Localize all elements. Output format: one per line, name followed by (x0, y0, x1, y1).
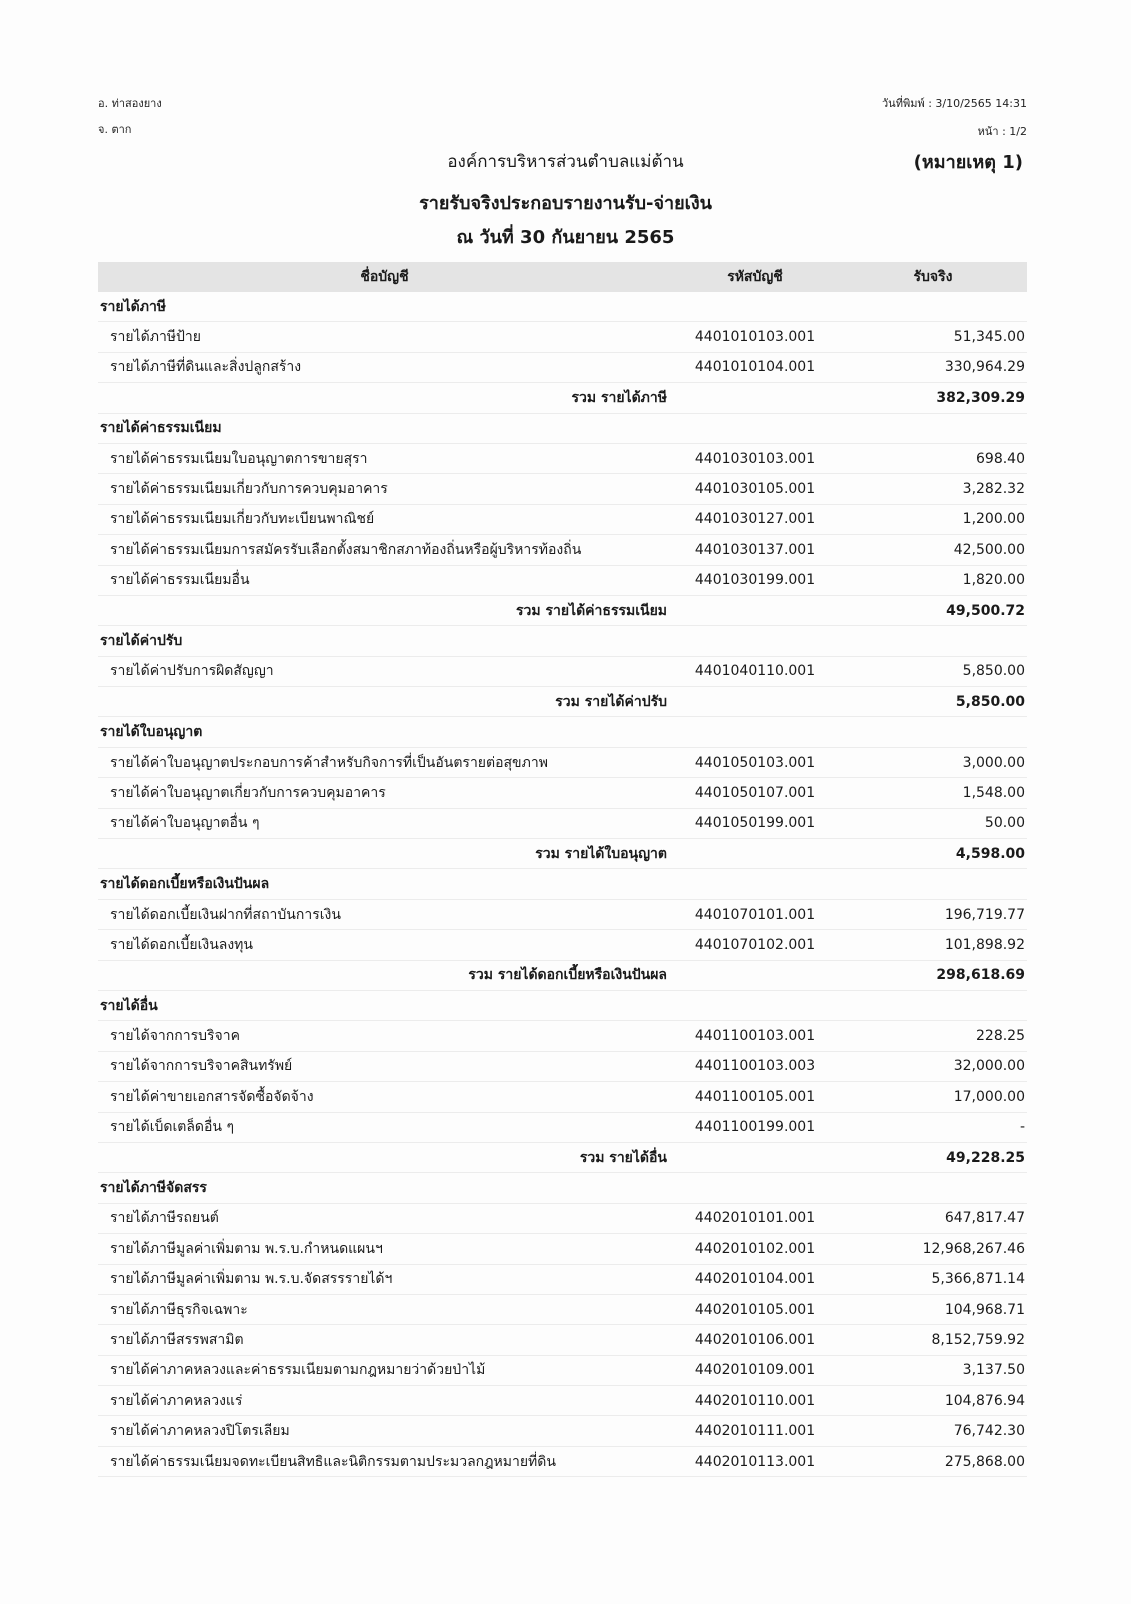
column-header-account-code: รหัสบัญชี (727, 269, 783, 285)
table-row (98, 900, 1027, 930)
account-name-cell: รวม รายได้ค่าธรรมเนียม (515, 602, 667, 619)
account-name-cell: รายได้ค่าธรรมเนียมการสมัครรับเลือกตั้งสมาชิกสภาท้องถิ่นหรือผู้บริหารท้องถิ่น (110, 541, 582, 558)
account-code-cell: 4402010104.001 (694, 1271, 816, 1288)
amount-cell: 1,548.00 (962, 784, 1025, 801)
account-name-cell: รายได้ภาษีมูลค่าเพิ่มตาม พ.ร.บ.จัดสรรรายได้ฯ (110, 1271, 393, 1288)
group-header-row (98, 292, 1027, 322)
amount-cell: 1,820.00 (962, 572, 1025, 589)
account-name-cell: รายได้ค่าขายเอกสารจัดซื้อจัดจ้าง (110, 1088, 314, 1105)
account-name-cell: รายได้อื่น (100, 997, 158, 1014)
group-header-row (98, 869, 1027, 899)
district-label: อ. ท่าสองยาง (98, 97, 162, 110)
subtotal-row (98, 383, 1027, 413)
amount-cell: 1,200.00 (962, 511, 1025, 528)
account-code-cell: 4401010104.001 (694, 359, 816, 376)
account-name-cell: รายได้ดอกเบี้ยเงินลงทุน (110, 936, 253, 953)
amount-cell: 3,282.32 (962, 481, 1025, 498)
account-name-cell: รายได้ภาษีจัดสรร (100, 1180, 207, 1197)
amount-cell: - (1019, 1119, 1025, 1136)
account-name-cell: รายได้ค่าธรรมเนียมเกี่ยวกับทะเบียนพาณิชย์ (110, 511, 375, 528)
table-body (98, 292, 1027, 1477)
amount-cell: 104,968.71 (944, 1301, 1025, 1318)
revenue-table (98, 262, 1027, 1477)
account-code-cell: 4402010102.001 (694, 1240, 816, 1257)
account-code-cell: 4402010110.001 (694, 1392, 816, 1409)
amount-cell: 330,964.29 (944, 359, 1025, 376)
table-row (98, 322, 1027, 352)
account-code-cell: 4401030199.001 (694, 572, 816, 589)
amount-cell: 698.40 (976, 450, 1025, 467)
table-row (98, 474, 1027, 504)
account-name-cell: รายได้ค่าใบอนุญาตประกอบการค้าสำหรับกิจการที่เป็นอันตรายต่อสุขภาพ (110, 754, 548, 771)
subtotal-row (98, 839, 1027, 869)
account-name-cell: รายได้ค่าใบอนุญาตเกี่ยวกับการควบคุมอาคาร (110, 784, 386, 801)
account-code-cell: 4401070102.001 (694, 936, 816, 953)
account-name-cell: รายได้เบ็ดเตล็ดอื่น ๆ (110, 1119, 234, 1136)
amount-cell: 196,719.77 (944, 906, 1025, 923)
account-code-cell: 4401070101.001 (694, 906, 816, 923)
amount-cell: 50.00 (984, 815, 1025, 832)
amount-cell: 42,500.00 (953, 541, 1025, 558)
account-name-cell: รายได้ค่าภาคหลวงแร่ (110, 1392, 243, 1409)
amount-cell: 104,876.94 (944, 1392, 1025, 1409)
province-label: จ. ตาก (98, 123, 132, 136)
table-row (98, 1234, 1027, 1264)
amount-cell: 298,618.69 (936, 967, 1025, 984)
account-name-cell: รายได้ภาษี (100, 298, 167, 315)
group-header-row (98, 414, 1027, 444)
amount-cell: 101,898.92 (944, 936, 1025, 953)
table-row (98, 566, 1027, 596)
report-title: รายรับจริงประกอบรายงานรับ-จ่ายเงิน (419, 193, 712, 214)
table-row (98, 353, 1027, 383)
group-header-row (98, 1173, 1027, 1203)
amount-cell: 3,137.50 (962, 1362, 1025, 1379)
group-header-row (98, 717, 1027, 747)
account-name-cell: รายได้ภาษีป้าย (110, 329, 201, 346)
account-code-cell: 4401010103.001 (694, 329, 816, 346)
table-row (98, 1265, 1027, 1295)
account-code-cell: 4402010101.001 (694, 1210, 816, 1227)
account-name-cell: รายได้ดอกเบี้ยหรือเงินปันผล (100, 876, 270, 893)
account-name-cell: รายได้ค่าธรรมเนียมใบอนุญาตการขายสุรา (110, 450, 368, 467)
account-code-cell: 4401100103.001 (694, 1028, 816, 1045)
table-row (98, 1447, 1027, 1477)
subtotal-row (98, 961, 1027, 991)
account-name-cell: รวม รายได้ภาษี (571, 389, 667, 406)
account-code-cell: 4401030137.001 (694, 541, 816, 558)
account-code-cell: 4402010106.001 (694, 1331, 816, 1348)
amount-cell: 49,500.72 (946, 602, 1025, 619)
account-name-cell: รายได้จากการบริจาค (110, 1028, 240, 1045)
account-name-cell: รายได้ค่าใบอนุญาตอื่น ๆ (110, 815, 260, 832)
account-code-cell: 4402010111.001 (694, 1423, 816, 1440)
table-row (98, 1386, 1027, 1416)
subtotal-row (98, 1143, 1027, 1173)
table-row (98, 1356, 1027, 1386)
account-code-cell: 4401100199.001 (694, 1119, 816, 1136)
amount-cell: 3,000.00 (962, 754, 1025, 771)
account-code-cell: 4401030105.001 (694, 481, 816, 498)
amount-cell: 5,850.00 (962, 663, 1025, 680)
amount-cell: 5,850.00 (955, 693, 1025, 710)
account-name-cell: รายได้ภาษีธุรกิจเฉพาะ (110, 1301, 248, 1318)
account-code-cell: 4402010109.001 (694, 1362, 816, 1379)
group-header-row (98, 991, 1027, 1021)
account-name-cell: รายได้ภาษีที่ดินและสิ่งปลูกสร้าง (110, 359, 302, 376)
account-name-cell: รายได้ค่าภาคหลวงและค่าธรรมเนียมตามกฎหมายว่าด้วยป่าไม้ (110, 1362, 486, 1379)
amount-cell: 32,000.00 (953, 1058, 1025, 1075)
table-row (98, 930, 1027, 960)
column-header-actual-received: รับจริง (913, 269, 953, 285)
table-row (98, 809, 1027, 839)
print-date: วันที่พิมพ์ : 3/10/2565 14:31 (882, 97, 1027, 110)
account-name-cell: รายได้จากการบริจาคสินทรัพย์ (110, 1058, 293, 1075)
table-row (98, 748, 1027, 778)
organization-name: องค์การบริหารส่วนตำบลแม่ต้าน (447, 152, 684, 172)
account-code-cell: 4401030103.001 (694, 450, 816, 467)
table-row (98, 1416, 1027, 1446)
table-row (98, 1082, 1027, 1112)
note-label: (หมายเหตุ 1) (913, 152, 1023, 173)
account-code-cell: 4401050103.001 (694, 754, 816, 771)
amount-cell: 275,868.00 (944, 1453, 1025, 1470)
report-date: ณ วันที่ 30 กันยายน 2565 (456, 227, 675, 248)
amount-cell: 17,000.00 (953, 1088, 1025, 1105)
table-row (98, 1295, 1027, 1325)
account-code-cell: 4401050199.001 (694, 815, 816, 832)
amount-cell: 5,366,871.14 (931, 1271, 1025, 1288)
account-code-cell: 4402010105.001 (694, 1301, 816, 1318)
page-number: หน้า : 1/2 (977, 125, 1027, 138)
account-name-cell: รายได้ค่าธรรมเนียมเกี่ยวกับการควบคุมอาคาร (110, 481, 388, 498)
table-row (98, 1325, 1027, 1355)
account-code-cell: 4401100103.003 (694, 1058, 816, 1075)
subtotal-row (98, 596, 1027, 626)
account-code-cell: 4402010113.001 (694, 1453, 816, 1470)
amount-cell: 4,598.00 (955, 845, 1025, 862)
table-row (98, 444, 1027, 474)
column-header-account-name: ชื่อบัญชี (360, 269, 409, 285)
table-row (98, 505, 1027, 535)
amount-cell: 382,309.29 (936, 389, 1025, 406)
table-header (98, 262, 1027, 292)
amount-cell: 228.25 (976, 1028, 1025, 1045)
table-row (98, 778, 1027, 808)
table-row (98, 535, 1027, 565)
table-row (98, 1204, 1027, 1234)
account-name-cell: รายได้ค่าปรับ (100, 632, 183, 649)
account-name-cell: รวม รายได้ใบอนุญาต (535, 845, 667, 862)
account-code-cell: 4401030127.001 (694, 511, 816, 528)
table-row (98, 657, 1027, 687)
account-name-cell: รายได้ภาษีมูลค่าเพิ่มตาม พ.ร.บ.กำหนดแผนฯ (110, 1240, 383, 1257)
subtotal-row (98, 687, 1027, 717)
account-code-cell: 4401050107.001 (694, 784, 816, 801)
table-row (98, 1052, 1027, 1082)
account-name-cell: รวม รายได้ดอกเบี้ยหรือเงินปันผล (468, 967, 667, 984)
account-name-cell: รายได้ดอกเบี้ยเงินฝากที่สถาบันการเงิน (110, 906, 341, 923)
account-name-cell: รายได้ค่าปรับการผิดสัญญา (110, 663, 274, 680)
account-code-cell: 4401040110.001 (694, 663, 816, 680)
account-name-cell: รายได้ภาษีรถยนต์ (110, 1210, 219, 1227)
account-name-cell: รายได้ใบอนุญาต (100, 724, 203, 741)
account-name-cell: รายได้ภาษีสรรพสามิต (110, 1331, 244, 1348)
account-name-cell: รวม รายได้ค่าปรับ (555, 693, 667, 710)
account-name-cell: รายได้ค่าภาคหลวงปิโตรเลียม (110, 1423, 290, 1440)
amount-cell: 49,228.25 (946, 1149, 1025, 1166)
account-name-cell: รวม รายได้อื่น (579, 1149, 667, 1166)
amount-cell: 51,345.00 (953, 329, 1025, 346)
account-name-cell: รายได้ค่าธรรมเนียม (100, 420, 222, 437)
amount-cell: 8,152,759.92 (931, 1331, 1025, 1348)
table-row (98, 1021, 1027, 1051)
amount-cell: 647,817.47 (944, 1210, 1025, 1227)
amount-cell: 76,742.30 (953, 1423, 1025, 1440)
account-code-cell: 4401100105.001 (694, 1088, 816, 1105)
account-name-cell: รายได้ค่าธรรมเนียมจดทะเบียนสิทธิและนิติกรรมตามประมวลกฎหมายที่ดิน (110, 1453, 556, 1470)
amount-cell: 12,968,267.46 (922, 1240, 1025, 1257)
account-name-cell: รายได้ค่าธรรมเนียมอื่น (110, 572, 250, 589)
group-header-row (98, 626, 1027, 656)
table-row (98, 1113, 1027, 1143)
